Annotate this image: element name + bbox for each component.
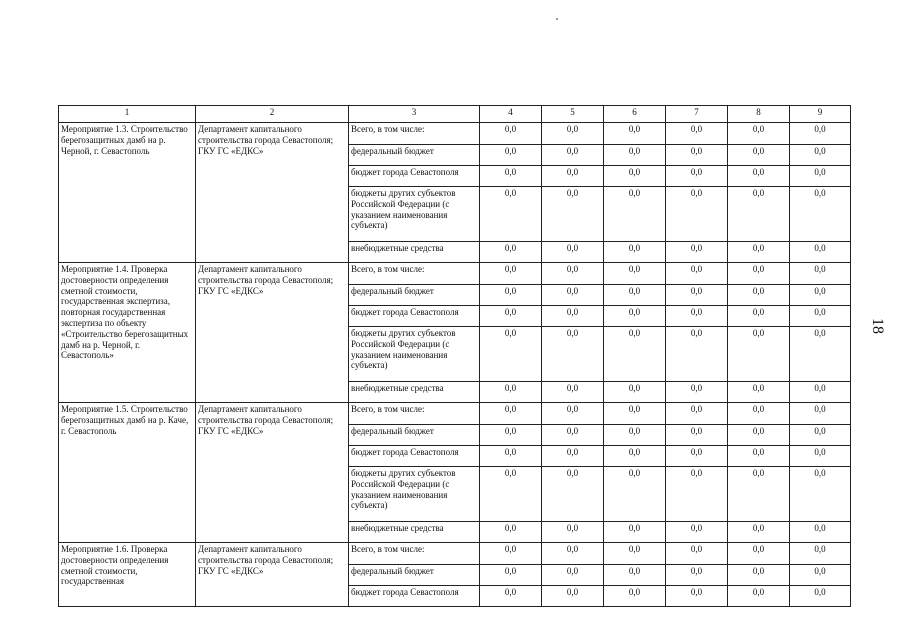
- value-cell: 0,0: [728, 565, 790, 586]
- value-cell: 0,0: [604, 187, 666, 242]
- value-cell: 0,0: [790, 382, 851, 403]
- funding-source-label: федеральный бюджет: [349, 285, 480, 306]
- value-cell: 0,0: [542, 187, 604, 242]
- funding-source-label: внебюджетные средства: [349, 382, 480, 403]
- page-number: 18: [869, 318, 886, 334]
- value-cell: 0,0: [790, 467, 851, 522]
- value-cell: 0,0: [604, 403, 666, 425]
- value-cell: 0,0: [542, 123, 604, 145]
- value-cell: 0,0: [542, 522, 604, 543]
- value-cell: 0,0: [666, 522, 728, 543]
- value-cell: 0,0: [480, 522, 542, 543]
- value-cell: 0,0: [542, 145, 604, 166]
- value-cell: 0,0: [728, 263, 790, 285]
- value-cell: 0,0: [542, 425, 604, 446]
- value-cell: 0,0: [666, 327, 728, 382]
- value-cell: 0,0: [728, 145, 790, 166]
- funding-source-label: бюджет города Севастополя: [349, 166, 480, 187]
- value-cell: 0,0: [480, 565, 542, 586]
- header-row: [59, 106, 851, 123]
- value-cell: 0,0: [604, 242, 666, 263]
- value-cell: 0,0: [666, 382, 728, 403]
- activity-executor: Департамент капитального строительства города Севастополя; ГКУ ГС «ЕДКС»: [196, 543, 349, 607]
- funding-source-label: бюджет города Севастополя: [349, 446, 480, 467]
- value-cell: 0,0: [790, 446, 851, 467]
- activity-executor: Департамент капитального строительства города Севастополя; ГКУ ГС «ЕДКС»: [196, 123, 349, 263]
- value-cell: 0,0: [604, 522, 666, 543]
- value-cell: 0,0: [790, 522, 851, 543]
- value-cell: 0,0: [790, 543, 851, 565]
- value-cell: 0,0: [542, 285, 604, 306]
- value-cell: 0,0: [728, 166, 790, 187]
- value-cell: 0,0: [666, 565, 728, 586]
- header-cell: 5: [542, 106, 604, 123]
- value-cell: 0,0: [790, 403, 851, 425]
- funding-source-label: Всего, в том числе:: [349, 123, 480, 145]
- value-cell: 0,0: [666, 425, 728, 446]
- table-row: [59, 543, 851, 565]
- value-cell: 0,0: [480, 425, 542, 446]
- value-cell: 0,0: [728, 543, 790, 565]
- value-cell: 0,0: [604, 285, 666, 306]
- value-cell: 0,0: [480, 263, 542, 285]
- funding-source-label: внебюджетные средства: [349, 522, 480, 543]
- value-cell: 0,0: [790, 565, 851, 586]
- budget-table: [58, 105, 851, 607]
- value-cell: 0,0: [728, 467, 790, 522]
- value-cell: 0,0: [666, 263, 728, 285]
- value-cell: 0,0: [480, 403, 542, 425]
- value-cell: 0,0: [604, 166, 666, 187]
- value-cell: 0,0: [728, 187, 790, 242]
- header-cell: 3: [349, 106, 480, 123]
- funding-source-label: бюджеты других субъектов Российской Федерации (с указанием наименования субъекта): [349, 467, 480, 522]
- value-cell: 0,0: [542, 403, 604, 425]
- value-cell: 0,0: [728, 306, 790, 327]
- value-cell: 0,0: [542, 565, 604, 586]
- value-cell: 0,0: [728, 242, 790, 263]
- table-row: [59, 123, 851, 145]
- value-cell: 0,0: [480, 543, 542, 565]
- value-cell: 0,0: [790, 327, 851, 382]
- value-cell: 0,0: [790, 123, 851, 145]
- header-cell: 9: [790, 106, 851, 123]
- value-cell: 0,0: [790, 166, 851, 187]
- funding-source-label: федеральный бюджет: [349, 565, 480, 586]
- value-cell: 0,0: [604, 586, 666, 607]
- value-cell: 0,0: [666, 446, 728, 467]
- value-cell: 0,0: [728, 382, 790, 403]
- value-cell: 0,0: [604, 467, 666, 522]
- value-cell: 0,0: [666, 306, 728, 327]
- value-cell: 0,0: [542, 263, 604, 285]
- funding-source-label: бюджет города Севастополя: [349, 306, 480, 327]
- value-cell: 0,0: [604, 327, 666, 382]
- value-cell: 0,0: [542, 446, 604, 467]
- funding-source-label: бюджет города Севастополя: [349, 586, 480, 607]
- value-cell: 0,0: [666, 166, 728, 187]
- value-cell: 0,0: [604, 306, 666, 327]
- value-cell: 0,0: [790, 242, 851, 263]
- value-cell: 0,0: [480, 187, 542, 242]
- value-cell: 0,0: [480, 306, 542, 327]
- value-cell: 0,0: [480, 123, 542, 145]
- funding-source-label: Всего, в том числе:: [349, 403, 480, 425]
- value-cell: 0,0: [666, 285, 728, 306]
- value-cell: 0,0: [790, 306, 851, 327]
- funding-source-label: бюджеты других субъектов Российской Федерации (с указанием наименования субъекта): [349, 187, 480, 242]
- value-cell: 0,0: [728, 327, 790, 382]
- header-cell: 4: [480, 106, 542, 123]
- activity-executor: Департамент капитального строительства города Севастополя; ГКУ ГС «ЕДКС»: [196, 263, 349, 403]
- header-cell: 2: [196, 106, 349, 123]
- value-cell: 0,0: [728, 403, 790, 425]
- value-cell: 0,0: [604, 543, 666, 565]
- activity-name: Мероприятие 1.3. Строительство берегозащитных дамб на р. Черной, г. Севастополь: [59, 123, 196, 263]
- value-cell: 0,0: [666, 586, 728, 607]
- value-cell: 0,0: [604, 145, 666, 166]
- value-cell: 0,0: [604, 446, 666, 467]
- value-cell: 0,0: [790, 425, 851, 446]
- value-cell: 0,0: [480, 446, 542, 467]
- value-cell: 0,0: [790, 187, 851, 242]
- funding-source-label: бюджеты других субъектов Российской Федерации (с указанием наименования субъекта): [349, 327, 480, 382]
- value-cell: 0,0: [790, 586, 851, 607]
- value-cell: 0,0: [728, 586, 790, 607]
- value-cell: 0,0: [480, 145, 542, 166]
- value-cell: 0,0: [480, 586, 542, 607]
- value-cell: 0,0: [728, 425, 790, 446]
- value-cell: 0,0: [542, 467, 604, 522]
- value-cell: 0,0: [542, 166, 604, 187]
- header-cell: 8: [728, 106, 790, 123]
- header-cell: 7: [666, 106, 728, 123]
- value-cell: 0,0: [480, 467, 542, 522]
- value-cell: 0,0: [666, 123, 728, 145]
- value-cell: 0,0: [666, 403, 728, 425]
- value-cell: 0,0: [480, 242, 542, 263]
- table-body: [59, 106, 851, 607]
- activity-name: Мероприятие 1.4. Проверка достоверности определения сметной стоимости, государственная экспертиза, повторная государственная экспертиза по объекту «Строительство берегозащитных дамб на р. Черной, г. Севастополь»: [59, 263, 196, 403]
- value-cell: 0,0: [480, 285, 542, 306]
- activity-name: Мероприятие 1.6. Проверка достоверности определения сметной стоимости, государственная: [59, 543, 196, 607]
- value-cell: 0,0: [542, 306, 604, 327]
- value-cell: 0,0: [542, 327, 604, 382]
- funding-source-label: Всего, в том числе:: [349, 543, 480, 565]
- table-row: [59, 263, 851, 285]
- table-row: [59, 403, 851, 425]
- activity-name: Мероприятие 1.5. Строительство берегозащитных дамб на р. Каче, г. Севастополь: [59, 403, 196, 543]
- funding-source-label: федеральный бюджет: [349, 145, 480, 166]
- value-cell: 0,0: [604, 123, 666, 145]
- value-cell: 0,0: [604, 565, 666, 586]
- value-cell: 0,0: [666, 187, 728, 242]
- value-cell: 0,0: [542, 543, 604, 565]
- value-cell: 0,0: [728, 285, 790, 306]
- value-cell: 0,0: [604, 263, 666, 285]
- value-cell: 0,0: [480, 166, 542, 187]
- activity-executor: Департамент капитального строительства города Севастополя; ГКУ ГС «ЕДКС»: [196, 403, 349, 543]
- value-cell: 0,0: [666, 543, 728, 565]
- value-cell: 0,0: [790, 263, 851, 285]
- value-cell: 0,0: [728, 446, 790, 467]
- value-cell: 0,0: [666, 145, 728, 166]
- funding-source-label: федеральный бюджет: [349, 425, 480, 446]
- value-cell: 0,0: [728, 123, 790, 145]
- value-cell: 0,0: [480, 327, 542, 382]
- value-cell: 0,0: [604, 382, 666, 403]
- value-cell: 0,0: [728, 522, 790, 543]
- value-cell: 0,0: [666, 242, 728, 263]
- value-cell: 0,0: [604, 425, 666, 446]
- value-cell: 0,0: [790, 285, 851, 306]
- value-cell: 0,0: [542, 586, 604, 607]
- header-cell: 6: [604, 106, 666, 123]
- scan-speck: [556, 18, 558, 20]
- value-cell: 0,0: [542, 382, 604, 403]
- funding-source-label: внебюджетные средства: [349, 242, 480, 263]
- value-cell: 0,0: [790, 145, 851, 166]
- value-cell: 0,0: [542, 242, 604, 263]
- header-cell: 1: [59, 106, 196, 123]
- value-cell: 0,0: [666, 467, 728, 522]
- value-cell: 0,0: [480, 382, 542, 403]
- funding-source-label: Всего, в том числе:: [349, 263, 480, 285]
